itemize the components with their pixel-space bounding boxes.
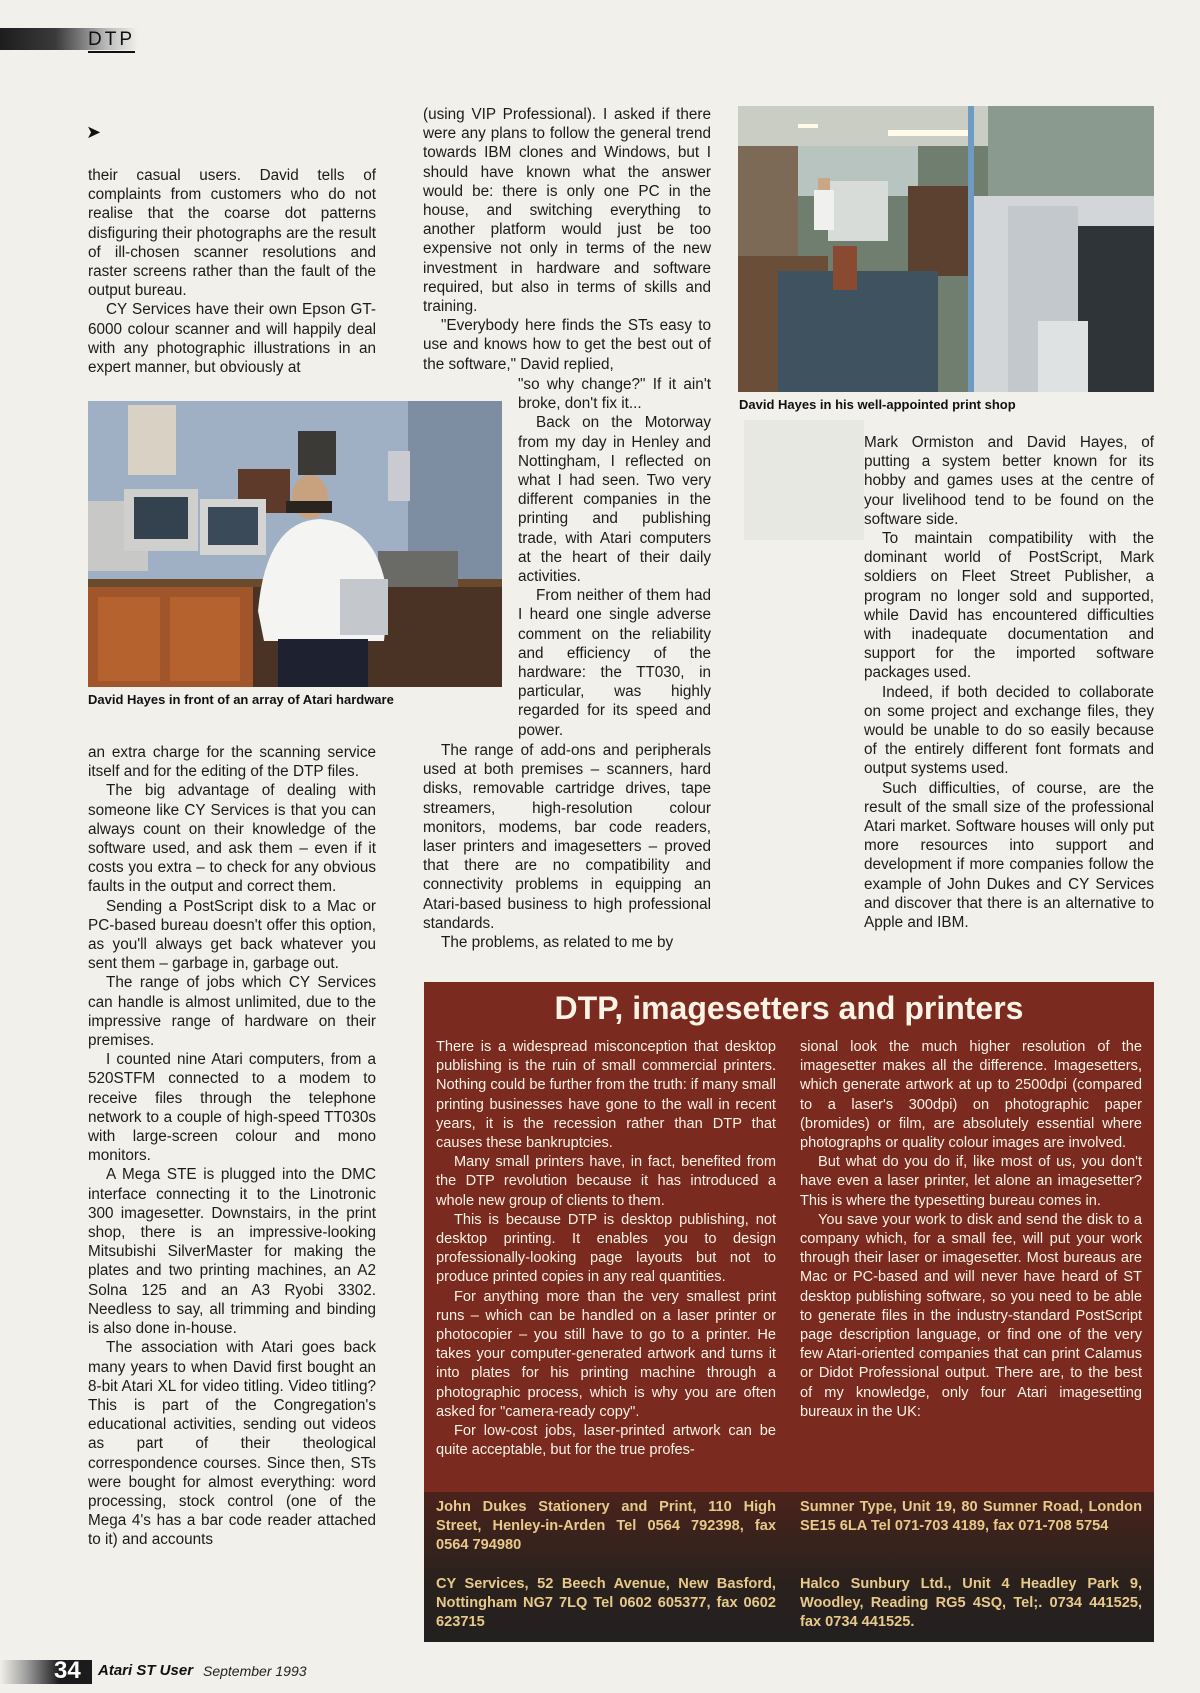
paragraph: From neither of them had I heard one single adverse comment on the reliability and efficiency of the hardware: the TT030, in particular, was highly regarded for its speed and power. [518, 587, 711, 739]
office-photo [88, 401, 502, 687]
address-halco-sunbury: Halco Sunbury Ltd., Unit 4 Headley Park 9, Woodley, Reading RG5 4SQ, Tel;. 0734 441525, fax 0734 441525. [800, 1576, 1142, 1631]
address-cy-services: CY Services, 52 Beech Avenue, New Basford, Nottingham NG7 7LQ Tel 0602 605377, fax 0602 623715 [436, 1576, 776, 1631]
paragraph: To maintain compatibility with the dominant world of PostScript, Mark soldiers on Fleet Street Publisher, a program no longer sold and supported, while David has encountered difficulties with inadequate documentation and support for the imported software packages used. [864, 530, 1154, 682]
address-sumner-type: Sumner Type, Unit 19, 80 Sumner Road, London SE15 6LA Tel 071-703 4189, fax 071-708 5754 [800, 1499, 1142, 1535]
column2-bottom-text [423, 741, 711, 952]
paragraph: The range of jobs which CY Services can handle is almost unlimited, due to the impressive range of hardware on their premises. [88, 974, 376, 1050]
paragraph: Many small printers have, in fact, benefited from the DTP revolution because it has introduced a whole new group of clients to them. [436, 1154, 776, 1209]
sidebar-box [424, 982, 1154, 1642]
sidebar-title: DTP, imagesetters and printers [554, 990, 1024, 1026]
watermark-letters [744, 420, 864, 540]
magazine-name: Atari ST User [98, 1662, 194, 1679]
paragraph: Sending a PostScript disk to a Mac or PC-based bureau doesn't offer this option, as you'll always get back whatever you sent them – garbage in, garbage out. [88, 897, 376, 973]
paragraph: For anything more than the very smallest print runs – which can be handled on a laser printer or photocopier – you still have to go to a printer. He takes your computer-generated artwork and turns it into plates for his printing machine through a photographic process, which is why you are often asked for "camera-ready copy". [436, 1288, 776, 1420]
paragraph: "Everybody here finds the STs easy to use and knows how to get the best out of the software," David replied, [423, 317, 711, 373]
paragraph: Back on the Motorway from my day in Henley and Nottingham, I reflected on what I had seen. Two very different companies in the printing and publishing trade, with Atari computers at the heart of their daily activities. [518, 414, 711, 586]
sidebar-left-text [436, 1038, 776, 1460]
column3-text [864, 433, 1154, 932]
column2-top-text [423, 105, 711, 374]
column1-bottom-text [88, 743, 376, 1550]
print-shop-photo [738, 106, 1154, 392]
paragraph: sional look the much higher resolution of the imagesetter makes all the difference. Imagesetters, which generate artwork at up to 2500dpi (compared to a laser's 300dpi) on photographic paper (bromides) or film, are absolutely essential where photographs or quality colour images are involved. [800, 1039, 1142, 1152]
page-number: 34 [54, 1657, 81, 1684]
paragraph: Indeed, if both decided to collaborate on some project and exchange files, they would be unable to do so easily because of the entirely different font formats and output systems used. [864, 683, 1154, 778]
paragraph: I counted nine Atari computers, from a 520STFM connected to a modem to receive files through the telephone network to a couple of high-speed TT030s with large-screen colour and mono monitors. [88, 1051, 376, 1165]
column2-narrow-text [518, 375, 711, 740]
section-label: DTP [88, 29, 135, 53]
paragraph: The range of add-ons and peripherals used at both premises – scanners, hard disks, removable cartridge drives, tape streamers, high-resolution colour monitors, modems, bar code readers, laser printers and imagesetters – proved that there are no compatibility and connectivity problems in equipping an Atari-based business to high professional standards. [423, 742, 711, 932]
paragraph: their casual users. David tells of complaints from customers who do not realise that the coarse dot patterns disfiguring their photographs are the result of ill-chosen scanner resolutions and raster screens rather than the fault of the output bureau. [88, 167, 376, 300]
paragraph: (using VIP Professional). I asked if there were any plans to follow the general trend towards IBM clones and Windows, but I should have known what the answer would be: there is only one PC in the house, and switching everything to another platform would just be too expensive not only in terms of the new investment in hardware and software required, but also in terms of skills and training. [423, 106, 711, 316]
paragraph: CY Services have their own Epson GT-6000 colour scanner and will happily deal with any photographic illustrations in an expert manner, but obviously at [88, 301, 376, 377]
paragraph: A Mega STE is plugged into the DMC interface connecting it to the Linotronic 300 imagesetter. Downstairs, in the print shop, there is an impressive-looking Mitsubishi SilverMaster for making the plates and two printing machines, an A2 Solna 125 and an A3 Ryobi 3302. Needless to say, all trimming and binding is also done in-house. [88, 1166, 376, 1338]
paragraph: For low-cost jobs, laser-printed artwork can be quite acceptable, but for the true profes- [436, 1423, 776, 1459]
paragraph: Mark Ormiston and David Hayes, of putting a system better known for its hobby and games uses at the centre of your livelihood tend to be found on the software side. [864, 434, 1154, 528]
sidebar-right-text [800, 1038, 1142, 1422]
paragraph: an extra charge for the scanning service itself and for the editing of the DTP files. [88, 744, 376, 781]
print-shop-caption: David Hayes in his well-appointed print shop [739, 397, 1016, 412]
office-photo-caption: David Hayes in front of an array of Atari hardware [88, 692, 394, 707]
paragraph: The problems, as related to me by [441, 934, 674, 952]
address-john-dukes: John Dukes Stationery and Print, 110 High Street, Henley-in-Arden Tel 0564 792398, fax 0564 794980 [436, 1499, 776, 1554]
paragraph: "so why change?" If it ain't broke, don't fix it... [518, 376, 711, 413]
paragraph: This is because DTP is desktop publishing, not desktop printing. It enables you to design professionally-looking page layouts but not to produce printed copies in any real quantities. [436, 1211, 776, 1286]
paragraph: You save your work to disk and send the disk to a company which, for a small fee, will put your work through their laser or imagesetter. Most bureaus are Mac or PC-based and will never have heard of ST desktop publishing software, so you need to be able to generate files in the industry-standard PostScript page description language, or find one of the very few Atari-oriented companies that can print Calamus or Didot Professional output. There are, to the best of my knowledge, only four Atari imagesetting bureaux in the UK: [800, 1211, 1142, 1420]
paragraph: The big advantage of dealing with someone like CY Services is that you can always count on their knowledge of the software used, and ask them – even if it costs you extra – to check for any obvious faults in the output and correct them. [88, 782, 376, 896]
continue-arrow: ➤ [86, 122, 102, 142]
paragraph: But what do you do if, like most of us, you don't have even a laser printer, let alone an imagesetter? This is where the typesetting bureau comes in. [800, 1154, 1142, 1209]
paragraph: Such difficulties, of course, are the result of the small size of the professional Atari market. Software houses will only put more resources into support and development if more companies follow the example of John Dukes and CY Services and discover that there is an alternative to Apple and IBM. [864, 779, 1154, 932]
column1-top-text [88, 166, 376, 377]
issue-date: September 1993 [203, 1663, 307, 1679]
paragraph: There is a widespread misconception that desktop publishing is the ruin of small commercial printers. Nothing could be further from the truth: if many small printing businesses have gone to the wall in recent years, it is the recession rather than DTP that causes these bankruptcies. [436, 1039, 776, 1152]
paragraph: The association with Atari goes back many years to when David first bought an 8-bit Atari XL for video titling. Video titling? This is part of the Congregation's educational activities, sending out videos as part of their theological correspondence courses. Since then, STs were bought for almost everything: word processing, stock control (one of the Mega 4's has a bar code reader attached to it) and accounts [88, 1339, 376, 1549]
